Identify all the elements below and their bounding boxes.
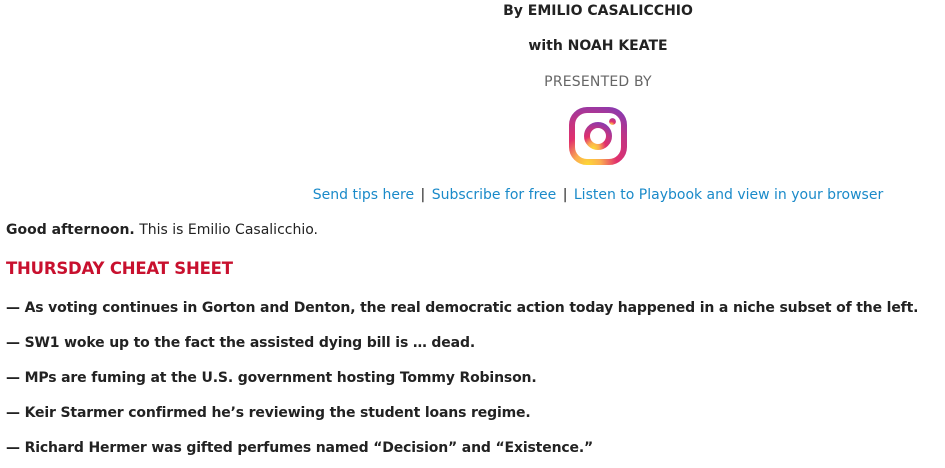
send-tips-link[interactable]: Send tips here [312, 187, 415, 203]
cheat-sheet-item: — SW1 woke up to the fact the assisted dying bill is … dead. [6, 335, 475, 351]
greeting-rest: This is Emilio Casalicchio. [134, 222, 318, 238]
cheat-sheet-item: — Richard Hermer was gifted perfumes named “Decision” and “Existence.” [6, 440, 594, 456]
link-separator: | [420, 187, 426, 203]
link-separator: | [562, 187, 568, 203]
cheat-sheet-item: — MPs are fuming at the U.S. government hosting Tommy Robinson. [6, 370, 537, 386]
instagram-logo-icon[interactable] [568, 106, 628, 166]
listen-view-browser-link[interactable]: Listen to Playbook and view in your browser [573, 187, 884, 203]
greeting [6, 222, 318, 238]
author-byline: By EMILIO CASALICCHIO [503, 3, 693, 19]
subscribe-link[interactable]: Subscribe for free [431, 187, 557, 203]
header-links [252, 187, 944, 203]
cowriter-byline: with NOAH KEATE [528, 38, 668, 54]
greeting-bold: Good afternoon. [6, 222, 135, 238]
cheat-sheet-item: — As voting continues in Gorton and Denton, the real democratic action today happened in a niche subset of the left. [6, 300, 919, 316]
cheat-sheet-item: — Keir Starmer confirmed he’s reviewing the student loans regime. [6, 405, 531, 421]
section-title: THURSDAY CHEAT SHEET [6, 259, 233, 278]
presented-by-label: PRESENTED BY [544, 74, 652, 90]
